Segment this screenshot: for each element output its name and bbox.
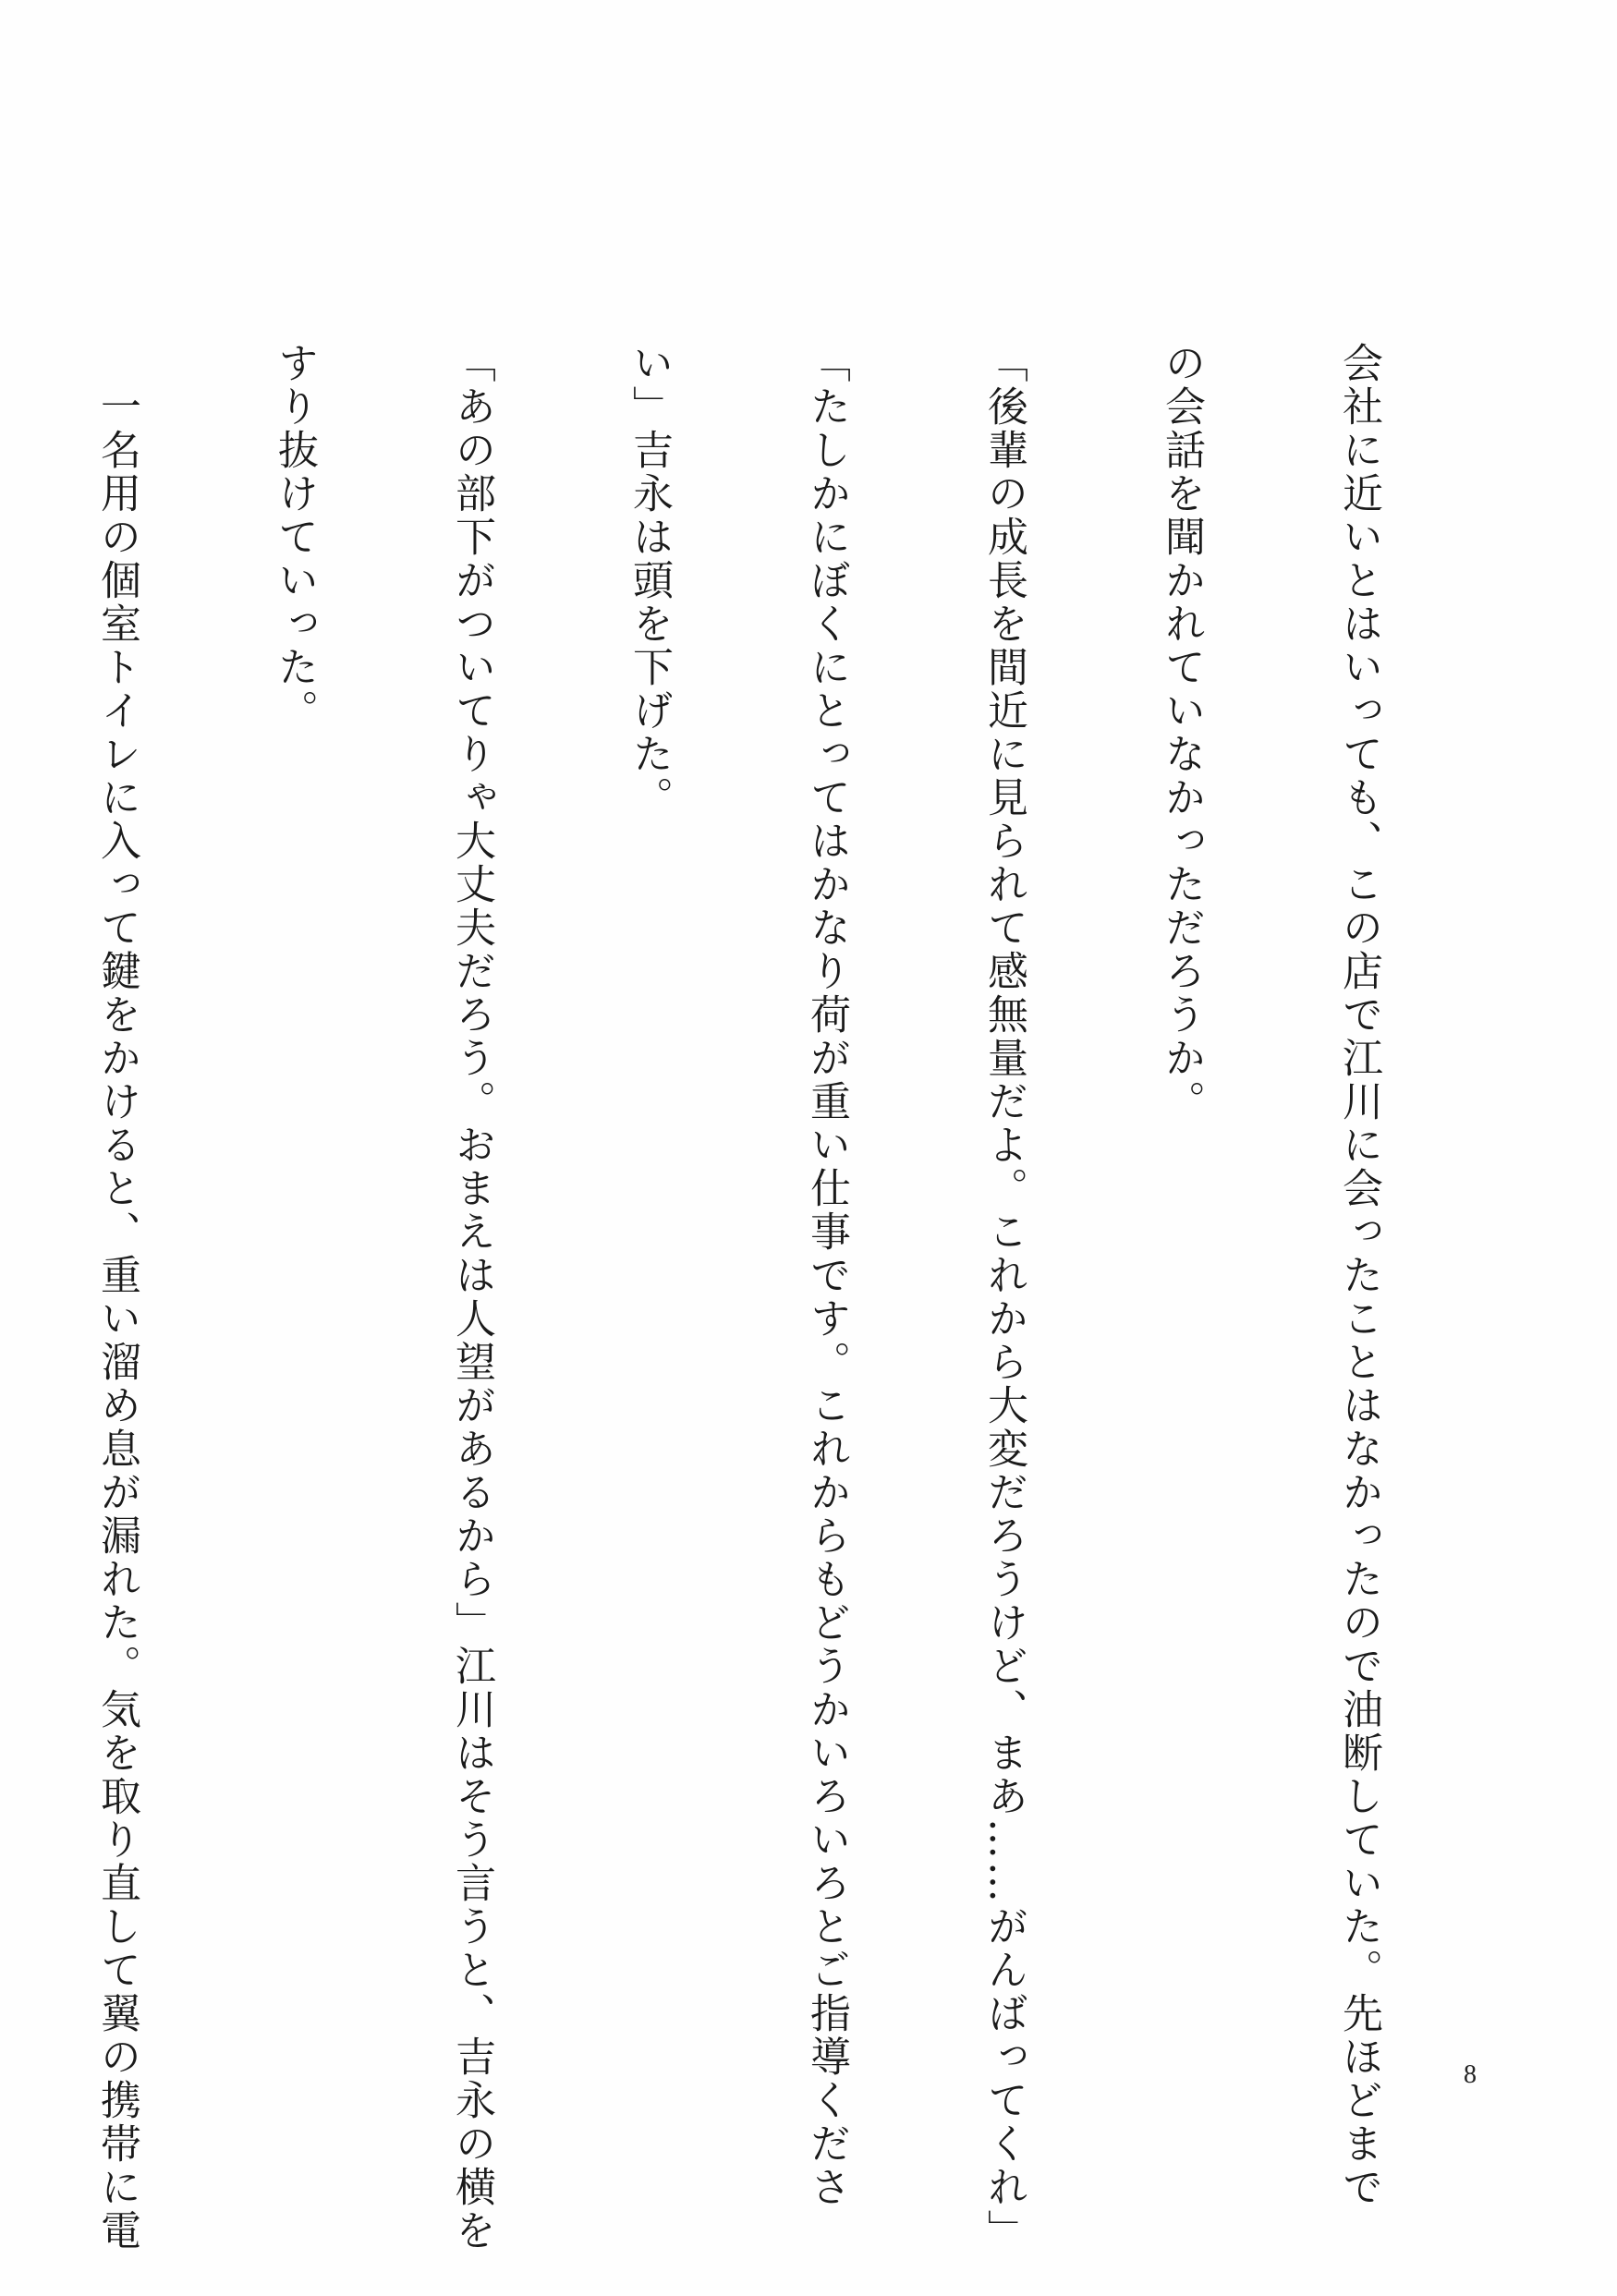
page-number: 8 (1464, 2060, 1477, 2089)
text-line: すり抜けていった。 (271, 342, 318, 733)
text-line: 「後輩の成長を間近に見られて感無量だよ。これから大変だろうけど、まあ……がんばってくれ」 (980, 342, 1027, 2253)
text-line: 一名用の個室トイレに入って鍵をかけると、重い溜め息が漏れた。気を取り直して翼の携帯に電 (93, 342, 140, 2253)
text-line: 「あの部下がついてりゃ大丈夫だろう。おまえは人望があるから」江川はそう言うと、吉永の横を (448, 342, 495, 2253)
text-line: い」吉永は頭を下げた。 (626, 342, 673, 820)
text-line: の会話を聞かれていなかっただろうか。 (1158, 342, 1205, 1124)
text-line: 会社に近いとはいっても、この店で江川に会ったことはなかったので油断していた。先ほどまで (1335, 342, 1382, 2209)
vertical-text-body (93, 342, 1506, 2253)
text-line: 「たしかにぼくにとってはかなり荷が重い仕事です。これからもどうかいろいろとご指導くださ (803, 342, 850, 2209)
